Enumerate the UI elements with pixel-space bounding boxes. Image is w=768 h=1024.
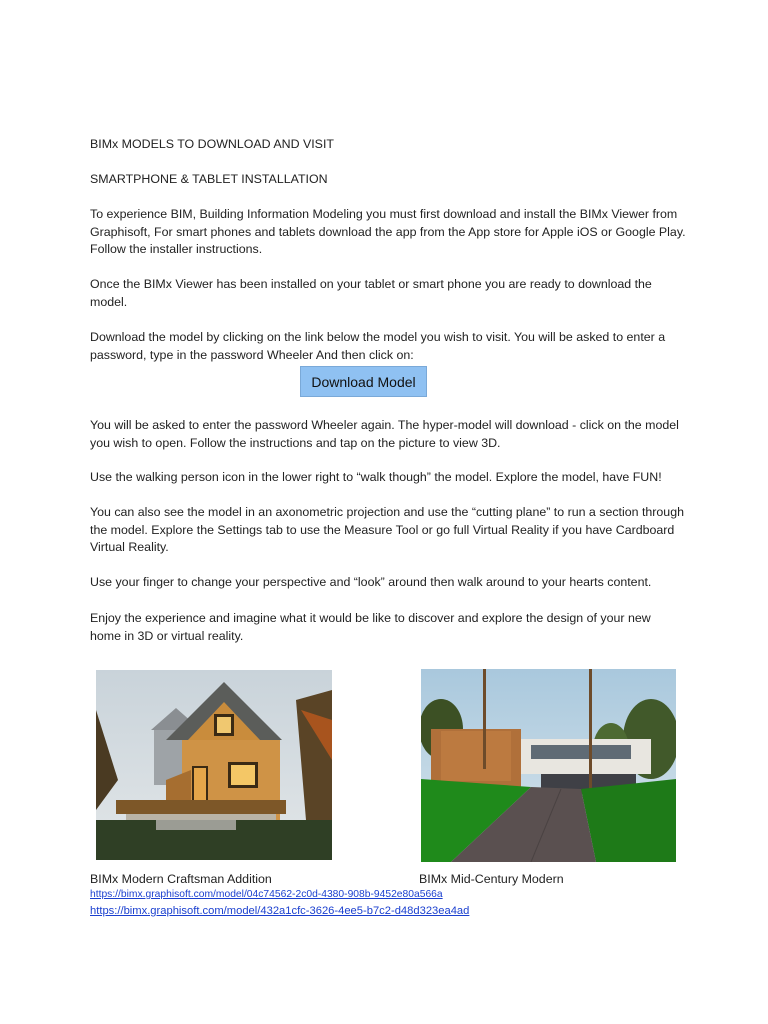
document-subheading: SMARTPHONE & TABLET INSTALLATION bbox=[90, 172, 328, 186]
craftsman-model-link[interactable]: https://bimx.graphisoft.com/model/04c74562-2c0d-4380-908b-9452e80a566a bbox=[90, 889, 443, 900]
mid-century-house-image[interactable] bbox=[421, 669, 676, 862]
paragraph-perspective: Use your finger to change your perspective and “look” around then walk around to your hearts content. bbox=[90, 575, 652, 589]
caption-craftsman: BIMx Modern Craftsman Addition bbox=[90, 872, 272, 886]
mid-century-model-link[interactable]: https://bimx.graphisoft.com/model/432a1cfc-3626-4ee5-b7c2-d48d323ea4ad bbox=[90, 905, 470, 917]
paragraph-enjoy: Enjoy the experience and imagine what it would be like to discover and explore the design of your new home in 3D or virtual reality. bbox=[90, 611, 651, 643]
download-model-button[interactable]: Download Model bbox=[300, 366, 427, 397]
paragraph-install: To experience BIM, Building Information Modeling you must first download and install the BIMx Viewer from Graphisoft, For smart phones and tablets download the app from the App store for Apple iOS or Google Play. Follow the installer instructions. bbox=[90, 207, 686, 257]
paragraph-installed: Once the BIMx Viewer has been installed on your tablet or smart phone you are ready to download the model. bbox=[90, 277, 652, 309]
paragraph-walk: Use the walking person icon in the lower right to “walk though” the model. Explore the model, have FUN! bbox=[90, 470, 662, 484]
craftsman-house-image[interactable] bbox=[96, 670, 332, 860]
caption-mid-century: BIMx Mid-Century Modern bbox=[419, 872, 564, 886]
document-heading: BIMx MODELS TO DOWNLOAD AND VISIT bbox=[90, 137, 334, 151]
paragraph-download: Download the model by clicking on the link below the model you wish to visit. You will be asked to enter a password, type in the password Wheeler And then click on: bbox=[90, 330, 666, 362]
paragraph-password: You will be asked to enter the password Wheeler again. The hyper-model will download - click on the model you wish to open. Follow the instructions and tap on the picture to view 3D. bbox=[90, 418, 679, 450]
paragraph-axonometric: You can also see the model in an axonometric projection and use the “cutting plane” to run a section through the model. Explore the Settings tab to use the Measure Tool or go full Virtual Reality if you have Cardboard Virtual Reality. bbox=[90, 505, 684, 555]
